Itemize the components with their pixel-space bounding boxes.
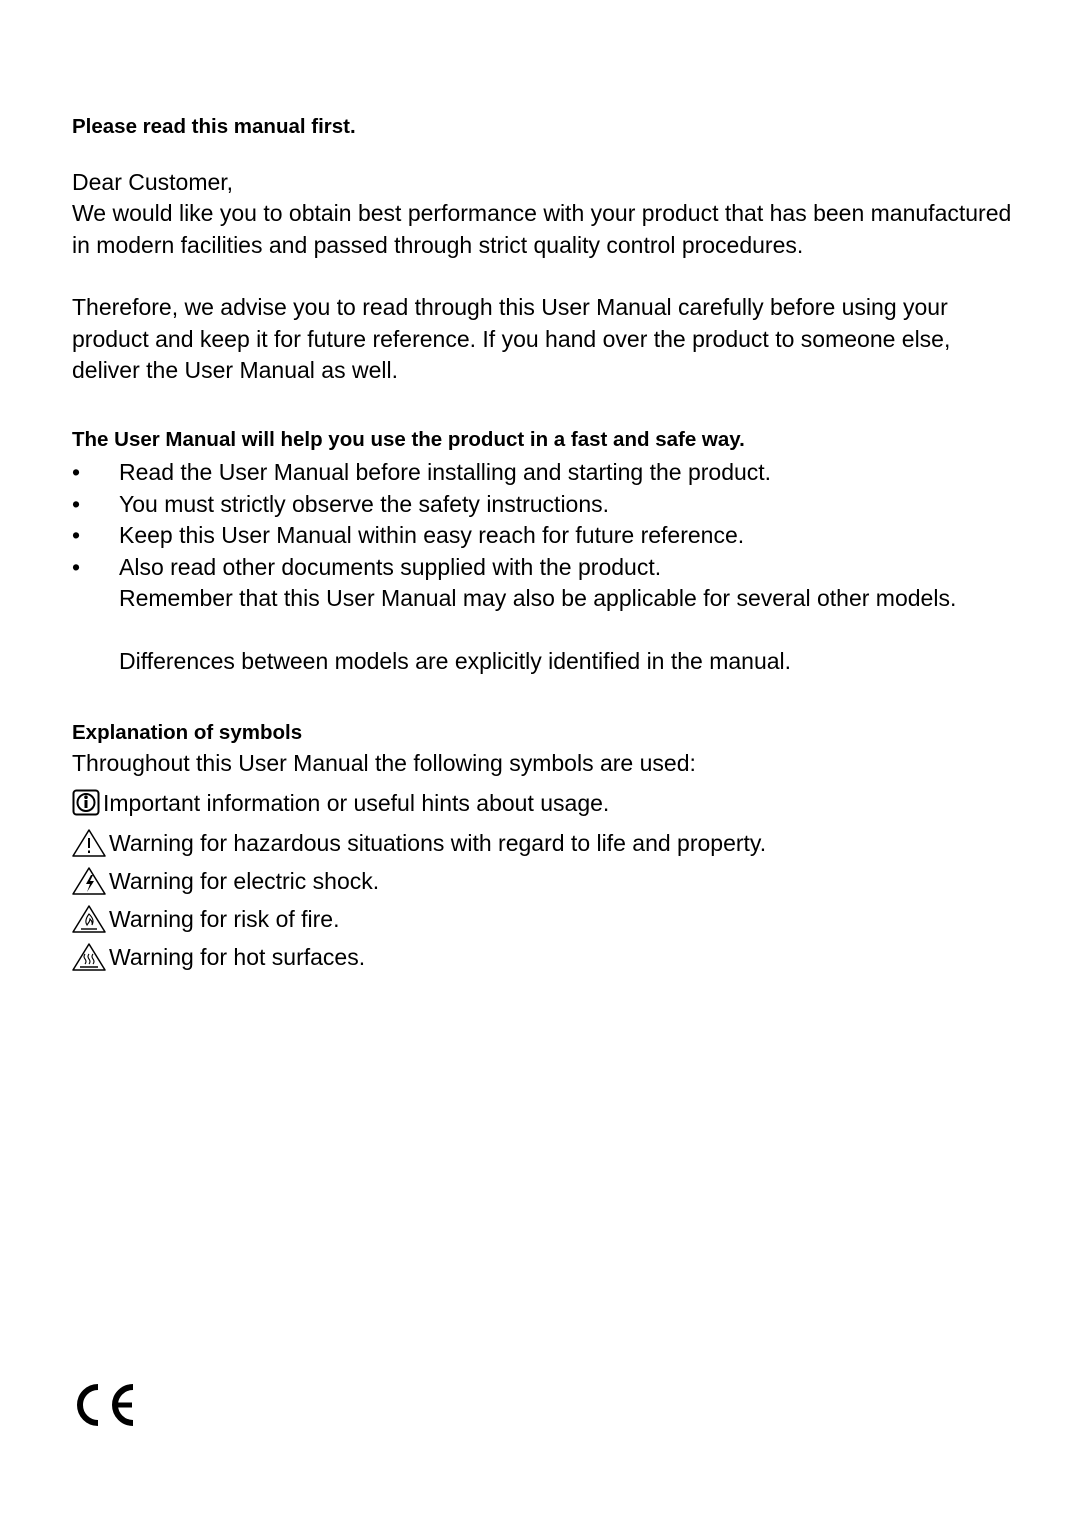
list-item: [72, 520, 1012, 552]
list-item: [72, 552, 1012, 584]
list-item: [72, 457, 1012, 489]
models-note: Remember that this User Manual may also be applicable for several other models.: [119, 585, 957, 611]
symbol-label: Warning for risk of fire.: [109, 905, 340, 932]
usage-bullet-list: [72, 457, 1012, 583]
warning-icon: [72, 828, 108, 858]
bullet-marker: •: [72, 522, 81, 548]
bullet-marker: •: [72, 459, 81, 485]
symbols-heading: Explanation of symbols: [72, 721, 303, 744]
symbol-row-warning: [72, 826, 766, 860]
fire-icon: [72, 904, 108, 934]
symbol-label: Warning for hot surfaces.: [109, 943, 366, 970]
list-item-text: Read the User Manual before installing and starting the product.: [119, 459, 772, 485]
intro-heading: Please read this manual first.: [72, 115, 356, 138]
list-item-text: You must strictly observe the safety instructions.: [119, 490, 610, 517]
symbol-row-electric-shock: [72, 864, 379, 898]
info-icon: [72, 789, 102, 817]
hot-surface-icon: [72, 942, 108, 972]
intro-paragraph-1: We would like you to obtain best performance with your product that has been manufactured in modern facilities and passed through strict quality control procedures.: [72, 200, 1012, 258]
ce-mark-icon: [72, 1382, 138, 1428]
intro-paragraph-2: Therefore, we advise you to read through this User Manual carefully before using your product and keep it for future reference. If you hand over the product to someone else, deliver the User Manual as well.: [72, 294, 951, 383]
symbols-intro: Throughout this User Manual the following symbols are used:: [72, 750, 696, 776]
symbol-row-hot-surface: [72, 940, 365, 974]
symbol-row-fire: [72, 902, 339, 936]
differences-note: Differences between models are explicitly identified in the manual.: [119, 648, 792, 674]
symbol-label: Warning for electric shock.: [109, 867, 380, 894]
symbol-label: Warning for hazardous situations with regard to life and property.: [109, 829, 767, 856]
bullet-marker: •: [72, 553, 81, 580]
symbol-row-info: [72, 786, 609, 820]
list-item-text: Also read other documents supplied with the product.: [119, 553, 662, 580]
electric-shock-icon: [72, 866, 108, 896]
list-item-text: Keep this User Manual within easy reach for future reference.: [119, 522, 745, 548]
bullet-marker: •: [72, 490, 81, 517]
greeting: Dear Customer,: [72, 169, 234, 195]
list-item: [72, 489, 1012, 521]
usage-heading: The User Manual will help you use the product in a fast and safe way.: [72, 428, 745, 451]
symbol-label: Important information or useful hints about usage.: [103, 789, 610, 816]
